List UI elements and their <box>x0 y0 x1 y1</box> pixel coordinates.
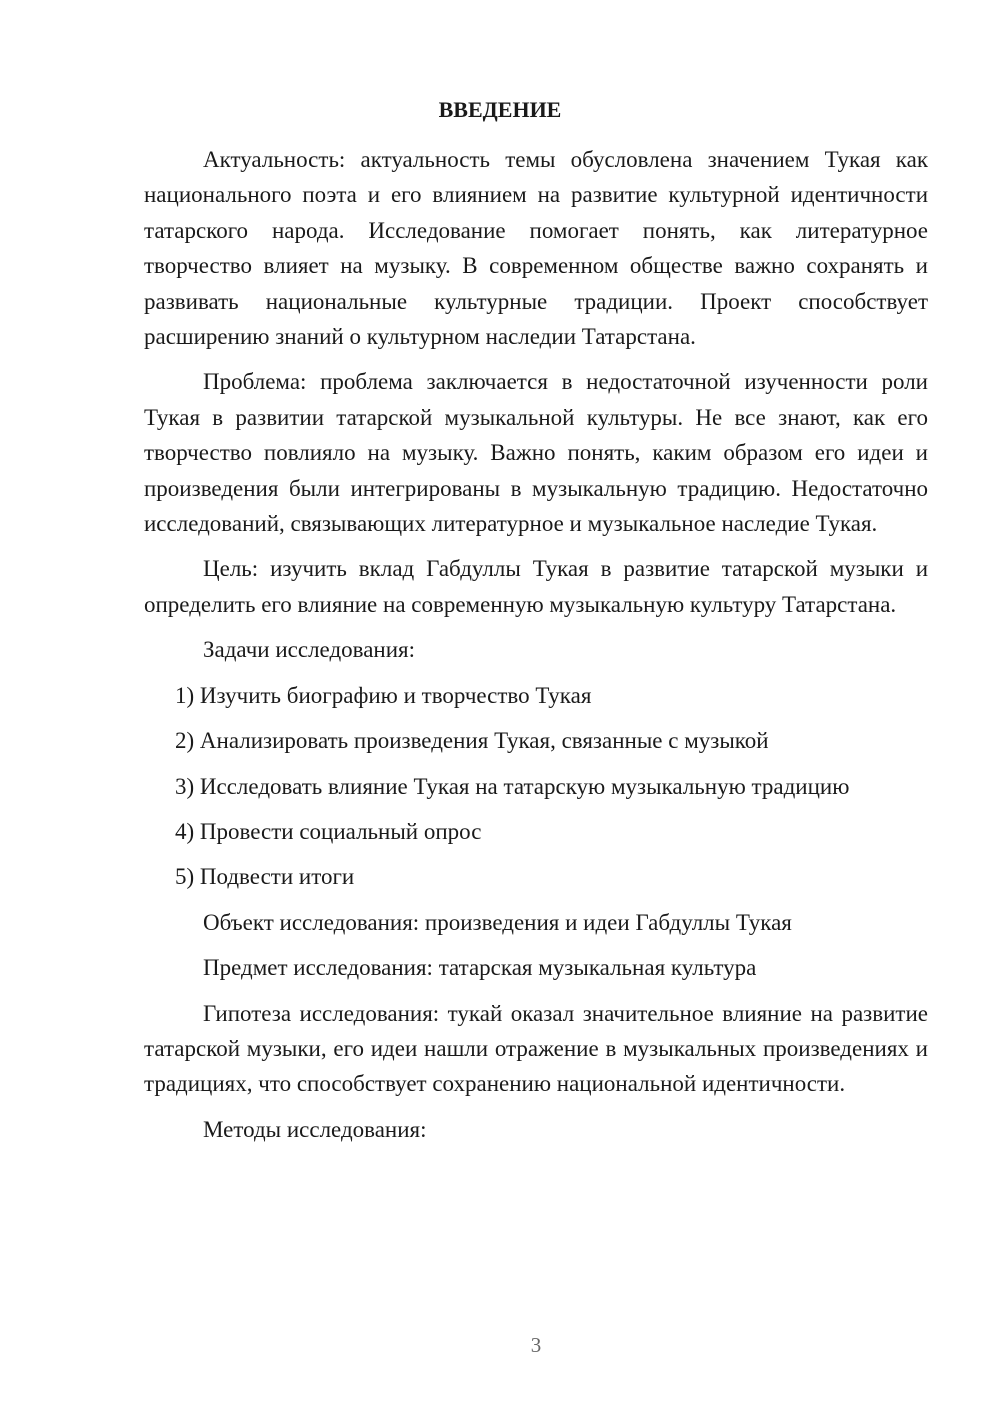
list-item: 2) Анализировать произведения Тукая, связанные с музыкой <box>175 728 769 754</box>
tasks-list <box>144 678 928 895</box>
list-item: 4) Провести социальный опрос <box>175 818 482 844</box>
object-paragraph: Объект исследования: произведения и идеи Габдуллы Тукая <box>203 909 792 935</box>
hypothesis-paragraph: Гипотеза исследования: тукай оказал значительное влияние на развитие татарской музыки, его идеи нашли отражение в музыкальных произведениях и традициях, что способствует сохранению национальной идентичности. <box>144 1000 928 1097</box>
page-title: ВВЕДЕНИЕ <box>438 97 562 122</box>
subject-paragraph: Предмет исследования: татарская музыкальная культура <box>203 955 757 981</box>
relevance-paragraph: Актуальность: актуальность темы обусловлена значением Тукая как национального поэта и его влиянием на развитие культурной идентичности татарского народа. Исследование помогает понять, как литературное творчество влияет на музыку. В современном обществе важно сохранять и развивать национальные культурные традиции. Проект способствует расширению знаний о культурном наследии Татарстана. <box>144 147 928 350</box>
goal-paragraph: Цель: изучить вклад Габдуллы Тукая в развитие татарской музыки и определить его влияние на современную музыкальную культуру Татарстана. <box>144 556 928 617</box>
list-item: 1) Изучить биографию и творчество Тукая <box>175 682 592 708</box>
document-body <box>144 142 928 1157</box>
list-item: 5) Подвести итоги <box>175 864 355 890</box>
problem-paragraph: Проблема: проблема заключается в недостаточной изученности роли Тукая в развитии татарской музыкальной культуры. Не все знают, как его творчество повлияло на музыку. Важно понять, каким образом его идеи и произведения были интегрированы в музыкальную традицию. Недостаточно исследований, связывающих литературное и музыкальное наследие Тукая. <box>144 369 928 537</box>
tasks-heading: Задачи исследования: <box>203 637 416 663</box>
list-item: 3) Исследовать влияние Тукая на татарскую музыкальную традицию <box>175 773 850 799</box>
page-number: 3 <box>530 1333 542 1357</box>
methods-heading: Методы исследования: <box>203 1116 427 1142</box>
